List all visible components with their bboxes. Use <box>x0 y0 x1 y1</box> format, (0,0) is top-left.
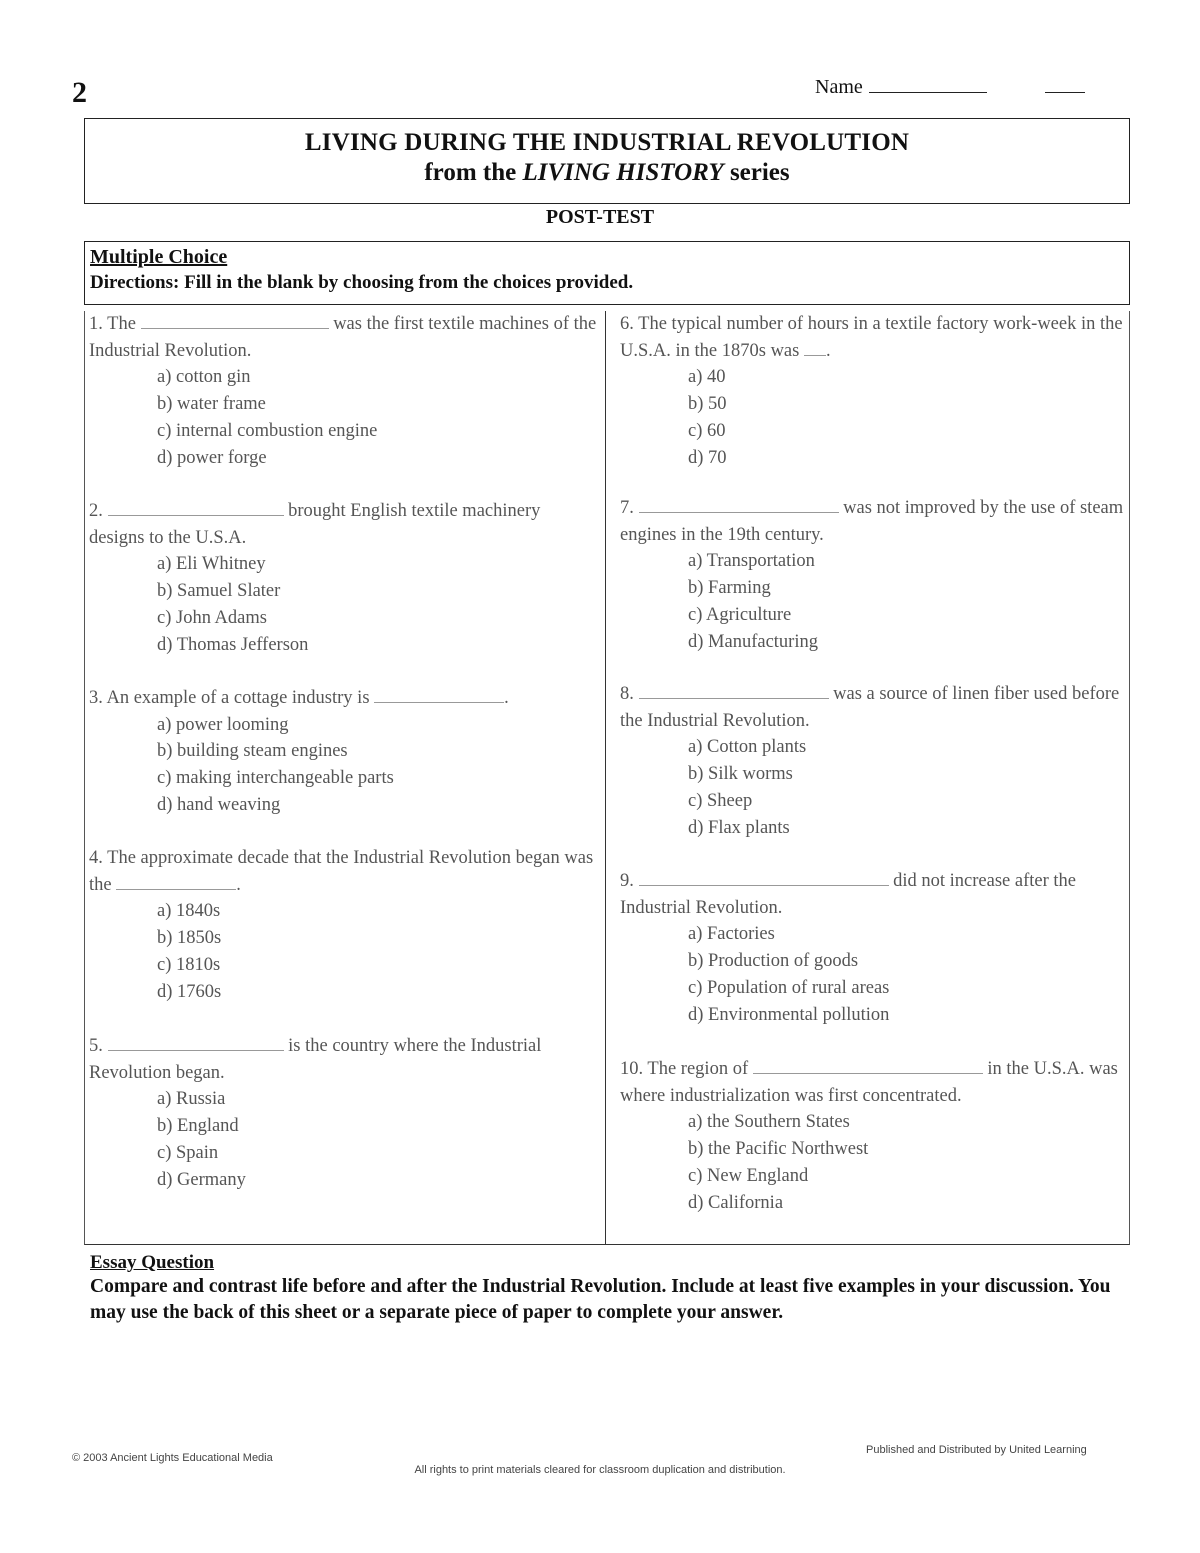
essay-prompt: Compare and contrast life before and after the Industrial Revolution. Include at least five examples in your discussion. You may use the back of this sheet or a separate piece of paper to complete your answer. <box>90 1276 1111 1323</box>
choice-c[interactable]: c) New England <box>688 1165 809 1186</box>
choice-c[interactable]: c) internal combustion engine <box>157 420 378 441</box>
copyright-footer: © 2003 Ancient Lights Educational Media <box>72 1452 273 1464</box>
worksheet-title: LIVING DURING THE INDUSTRIAL REVOLUTION <box>304 129 910 156</box>
choice-a[interactable]: a) Cotton plants <box>688 737 807 758</box>
question-stem: 3. An example of a cottage industry is . <box>89 688 509 708</box>
publisher-footer: Published and Distributed by United Learning <box>866 1444 1087 1456</box>
answer-blank[interactable] <box>374 702 504 703</box>
answer-blank[interactable] <box>108 515 284 516</box>
choice-d[interactable]: d) 70 <box>688 447 727 468</box>
name-field[interactable] <box>815 76 1085 99</box>
question-2 <box>89 498 597 658</box>
name-blank[interactable] <box>869 76 987 93</box>
choice-b[interactable]: b) Farming <box>688 578 771 599</box>
choice-b[interactable]: b) the Pacific Northwest <box>688 1139 869 1160</box>
choice-c[interactable]: c) 1810s <box>157 954 221 975</box>
choice-d[interactable]: d) Thomas Jefferson <box>157 634 309 655</box>
series-name: LIVING HISTORY <box>522 159 724 186</box>
question-stem: 2. brought English textile machinery designs to the U.S.A. <box>89 501 541 548</box>
choice-b[interactable]: b) 1850s <box>157 928 222 949</box>
essay-heading: Essay Question <box>90 1252 215 1273</box>
answer-blank[interactable] <box>108 1050 284 1051</box>
choice-b[interactable]: b) 50 <box>688 394 727 415</box>
question-stem: 8. was a source of linen fiber used before the Industrial Revolution. <box>620 684 1120 731</box>
choice-a[interactable]: a) Russia <box>157 1089 226 1110</box>
choice-b[interactable]: b) water frame <box>157 394 266 415</box>
question-1 <box>89 311 597 471</box>
answer-blank[interactable] <box>116 889 236 890</box>
answer-blank[interactable] <box>639 698 829 699</box>
series-prefix: from the <box>424 159 523 186</box>
worksheet-series-line <box>85 159 1129 187</box>
name-blank-secondary[interactable] <box>1045 76 1085 93</box>
answer-blank[interactable] <box>141 328 329 329</box>
choice-a[interactable]: a) Eli Whitney <box>157 554 266 575</box>
choice-d[interactable]: d) hand weaving <box>157 794 281 815</box>
choice-a[interactable]: a) power looming <box>157 714 289 735</box>
choice-c[interactable]: c) Sheep <box>688 790 753 811</box>
choice-a[interactable]: a) Transportation <box>688 551 815 572</box>
post-test-label: POST-TEST <box>545 206 655 228</box>
choice-d[interactable]: d) power forge <box>157 447 267 468</box>
answer-blank[interactable] <box>753 1073 983 1074</box>
question-stem: 10. The region of in the U.S.A. was where industrialization was first concentrated. <box>620 1059 1118 1106</box>
question-8 <box>620 681 1128 841</box>
choice-c[interactable]: c) Population of rural areas <box>688 977 890 998</box>
choice-c[interactable]: c) making interchangeable parts <box>157 768 394 789</box>
choice-d[interactable]: d) California <box>688 1192 784 1213</box>
question-9 <box>620 868 1128 1028</box>
question-6 <box>620 311 1128 471</box>
choice-b[interactable]: b) England <box>157 1116 239 1137</box>
choice-d[interactable]: d) Flax plants <box>688 817 790 838</box>
choice-c[interactable]: c) Agriculture <box>688 604 792 625</box>
question-stem: 4. The approximate decade that the Industrial Revolution began was the . <box>89 848 594 895</box>
question-stem: 6. The typical number of hours in a textile factory work-week in the U.S.A. in the 1870s was . <box>620 314 1123 361</box>
choice-b[interactable]: b) building steam engines <box>157 741 348 762</box>
column-divider <box>605 311 606 1245</box>
question-stem: 5. is the country where the Industrial Revolution began. <box>89 1036 542 1083</box>
answer-blank[interactable] <box>804 355 826 356</box>
answer-blank[interactable] <box>639 512 839 513</box>
question-stem: 7. was not improved by the use of steam engines in the 19th century. <box>620 498 1124 545</box>
choice-b[interactable]: b) Silk worms <box>688 764 793 785</box>
question-7 <box>620 495 1128 655</box>
choice-d[interactable]: d) Germany <box>157 1169 246 1190</box>
choice-d[interactable]: d) Manufacturing <box>688 631 818 652</box>
title-box <box>84 118 1130 204</box>
question-5 <box>89 1033 597 1193</box>
choice-a[interactable]: a) the Southern States <box>688 1112 850 1133</box>
rights-footer: All rights to print materials cleared for classroom duplication and distribution. <box>414 1464 786 1476</box>
multiple-choice-directions: Directions: Fill in the blank by choosing from the choices provided. <box>90 272 634 293</box>
choice-a[interactable]: a) 1840s <box>157 901 221 922</box>
choice-b[interactable]: b) Samuel Slater <box>157 581 281 602</box>
name-label: Name <box>815 76 863 98</box>
choice-a[interactable]: a) 40 <box>688 367 726 388</box>
question-stem: 9. did not increase after the Industrial Revolution. <box>620 871 1076 918</box>
series-suffix: series <box>723 159 790 186</box>
question-stem: 1. The was the first textile machines of the Industrial Revolution. <box>89 314 597 361</box>
choice-a[interactable]: a) Factories <box>688 924 775 945</box>
question-4 <box>89 845 597 1005</box>
choice-c[interactable]: c) John Adams <box>157 607 267 628</box>
choice-d[interactable]: d) 1760s <box>157 981 222 1002</box>
question-10 <box>620 1056 1128 1216</box>
choice-c[interactable]: c) Spain <box>157 1142 219 1163</box>
choice-c[interactable]: c) 60 <box>688 420 726 441</box>
question-3 <box>89 685 597 819</box>
page-number: 2 <box>72 76 87 109</box>
choice-a[interactable]: a) cotton gin <box>157 367 251 388</box>
choice-d[interactable]: d) Environmental pollution <box>688 1004 890 1025</box>
choice-b[interactable]: b) Production of goods <box>688 951 859 972</box>
multiple-choice-heading: Multiple Choice <box>90 246 228 268</box>
answer-blank[interactable] <box>639 885 889 886</box>
